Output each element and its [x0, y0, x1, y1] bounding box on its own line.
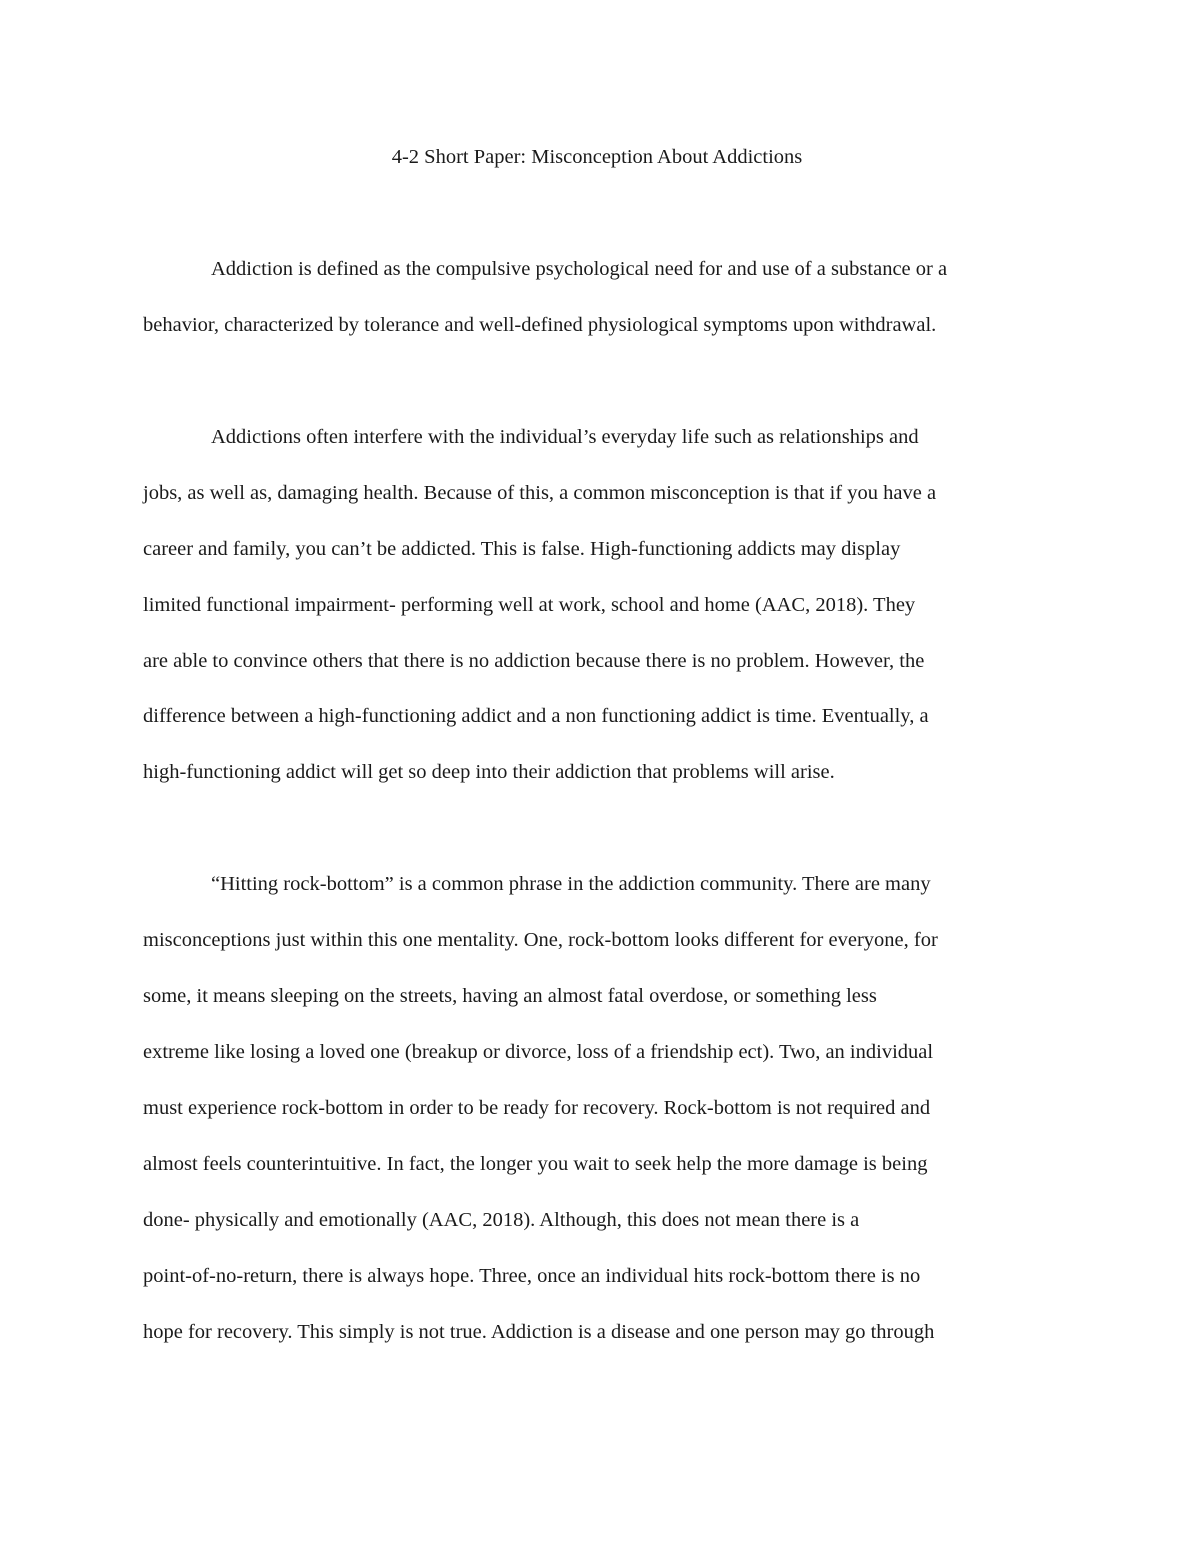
- paragraph-2-line-4: limited functional impairment- performing well at work, school and home (AAC, 2018). They: [143, 594, 916, 616]
- paragraph-3-line-8: point-of-no-return, there is always hope. Three, once an individual hits rock-bottom there is no: [143, 1265, 921, 1287]
- paragraph-3-line-5: must experience rock-bottom in order to be ready for recovery. Rock-bottom is not required and: [143, 1097, 931, 1119]
- document-title: 4-2 Short Paper: Misconception About Addictions: [391, 146, 803, 168]
- paragraph-3-line-9: hope for recovery. This simply is not true. Addiction is a disease and one person may go through: [143, 1321, 935, 1343]
- paragraph-2-line-1: Addictions often interfere with the individual’s everyday life such as relationships and: [211, 426, 919, 448]
- paragraph-1-line-1: Addiction is defined as the compulsive psychological need for and use of a substance or a: [211, 258, 948, 280]
- paragraph-2-line-7: high-functioning addict will get so deep into their addiction that problems will arise.: [143, 761, 835, 783]
- paragraph-3-line-6: almost feels counterintuitive. In fact, the longer you wait to seek help the more damage is being: [143, 1153, 928, 1175]
- paragraph-2-line-2: jobs, as well as, damaging health. Because of this, a common misconception is that if you have a: [143, 482, 937, 504]
- paragraph-3-line-2: misconceptions just within this one mentality. One, rock-bottom looks different for everyone, for: [143, 929, 938, 951]
- paragraph-2-line-3: career and family, you can’t be addicted. This is false. High-functioning addicts may display: [143, 538, 901, 560]
- paragraph-1-line-2: behavior, characterized by tolerance and well-defined physiological symptoms upon withdrawal.: [143, 314, 937, 336]
- paragraph-3-line-1: “Hitting rock-bottom” is a common phrase in the addiction community. There are many: [211, 873, 931, 895]
- paragraph-3-line-3: some, it means sleeping on the streets, having an almost fatal overdose, or something less: [143, 985, 877, 1007]
- paragraph-3-line-7: done- physically and emotionally (AAC, 2018). Although, this does not mean there is a: [143, 1209, 860, 1231]
- paragraph-2-line-5: are able to convince others that there is no addiction because there is no problem. However, the: [143, 650, 925, 672]
- paragraph-3-line-4: extreme like losing a loved one (breakup or divorce, loss of a friendship ect). Two, an individual: [143, 1041, 934, 1063]
- paragraph-2-line-6: difference between a high-functioning addict and a non functioning addict is time. Eventually, a: [143, 705, 929, 727]
